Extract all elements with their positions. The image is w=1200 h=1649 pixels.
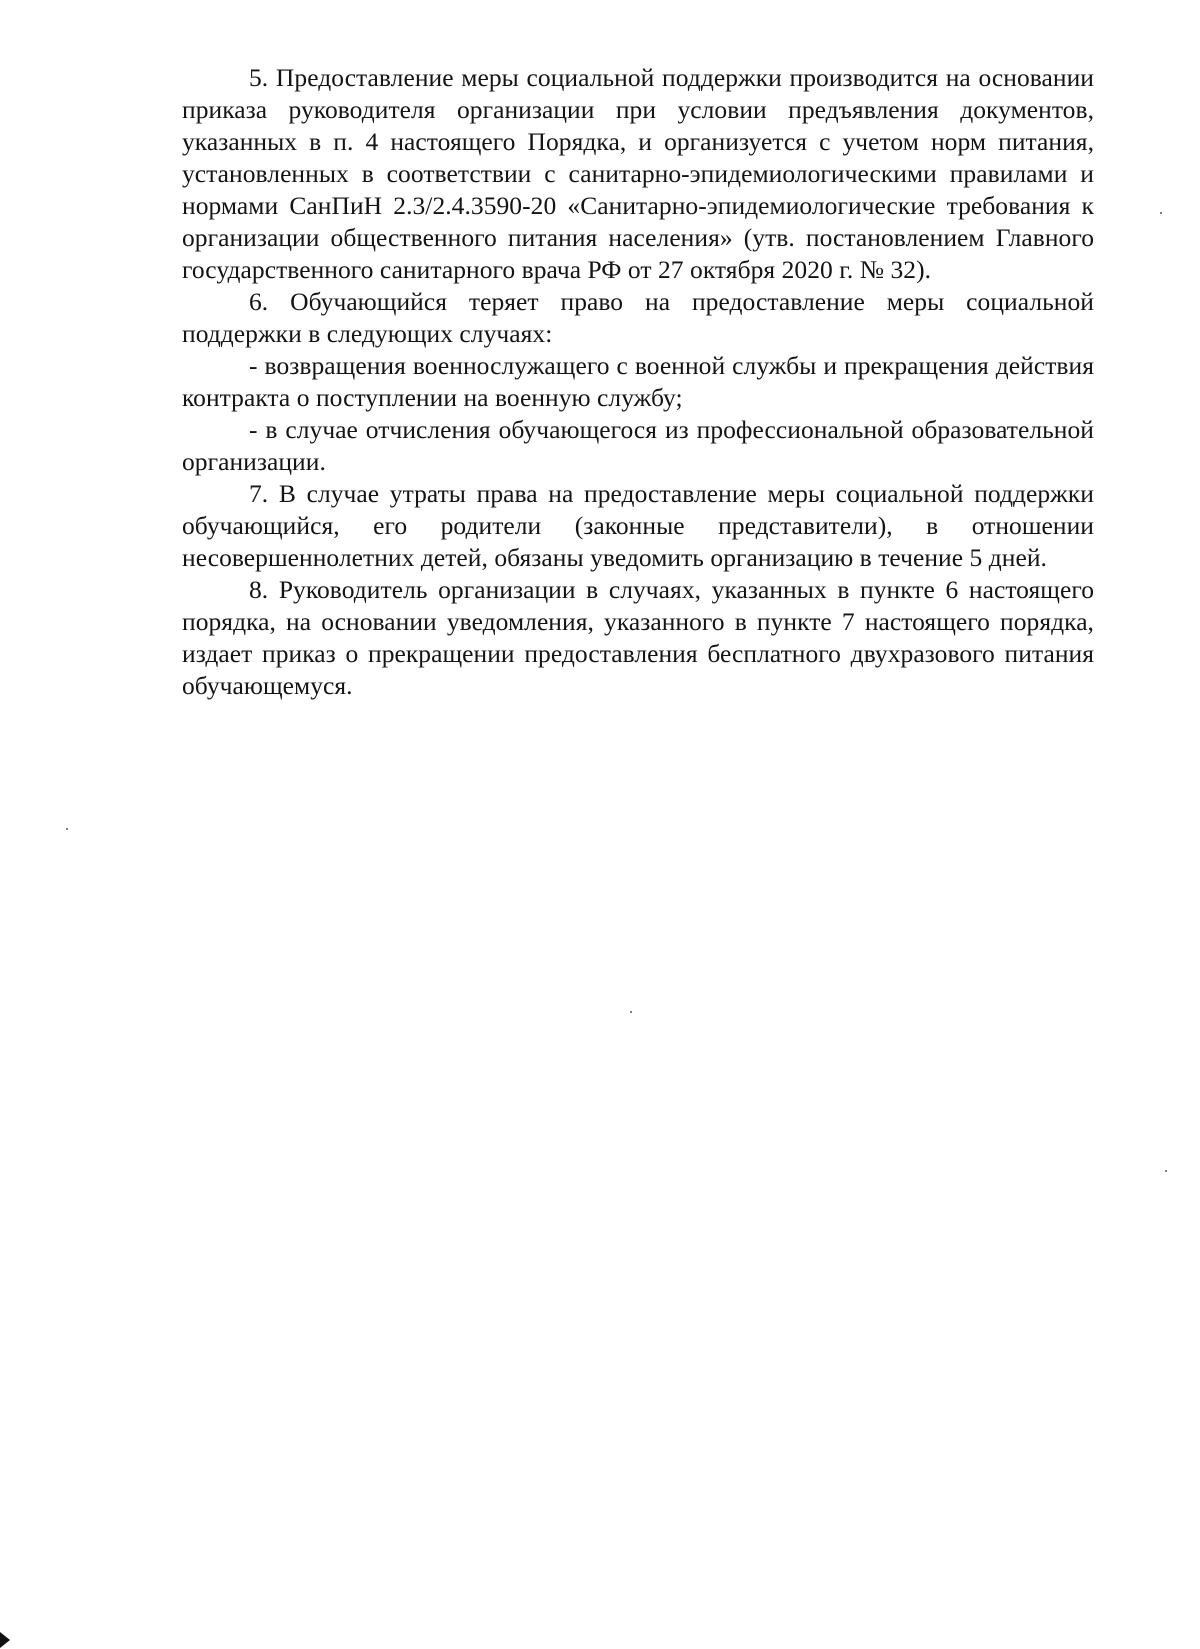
paragraph-6-item-2: - в случае отчисления обучающегося из профессиональной образовательной организации. — [182, 415, 1094, 476]
paragraph-8: 8. Руководитель организации в случаях, указанных в пункте 6 настоящего порядка, на основании уведомления, указанного в пункте 7 настоящего порядка, издает приказ о прекращении предоставления бесплатного двухразового питания обучающемуся. — [182, 575, 1094, 700]
scan-speck — [1165, 1170, 1167, 1172]
scan-speck — [66, 828, 68, 830]
scan-corner-mark — [0, 1632, 10, 1648]
paragraph-7: 7. В случае утраты права на предоставление меры социальной поддержки обучающийся, его родители (законные представители), в отношении несовершеннолетних детей, обязаны уведомить организацию в течение 5 дней. — [182, 479, 1094, 572]
paragraph-6-item-1: - возвращения военнослужащего с военной службы и прекращения действия контракта о поступлении на военную службу; — [182, 351, 1094, 412]
paragraph-5: 5. Предоставление меры социальной поддержки производится на основании приказа руководителя организации при условии предъявления документов, указанных в п. 4 настоящего Порядка, и организуется с учетом норм питания, установленных в соответствии с санитарно-эпидемиологическими правилами и нормами СанПиН 2.3/2.4.3590-20 «Санитарно-эпидемиологические требования к организации общественного питания населения» (утв. постановлением Главного государственного санитарного врача РФ от 27 октября 2020 г. № 32). — [182, 63, 1094, 284]
scan-speck — [1160, 212, 1162, 214]
document-body — [182, 62, 1094, 702]
paragraph-6: 6. Обучающийся теряет право на предоставление меры социальной поддержки в следующих случаях: — [182, 287, 1094, 348]
scan-speck — [630, 1011, 632, 1013]
